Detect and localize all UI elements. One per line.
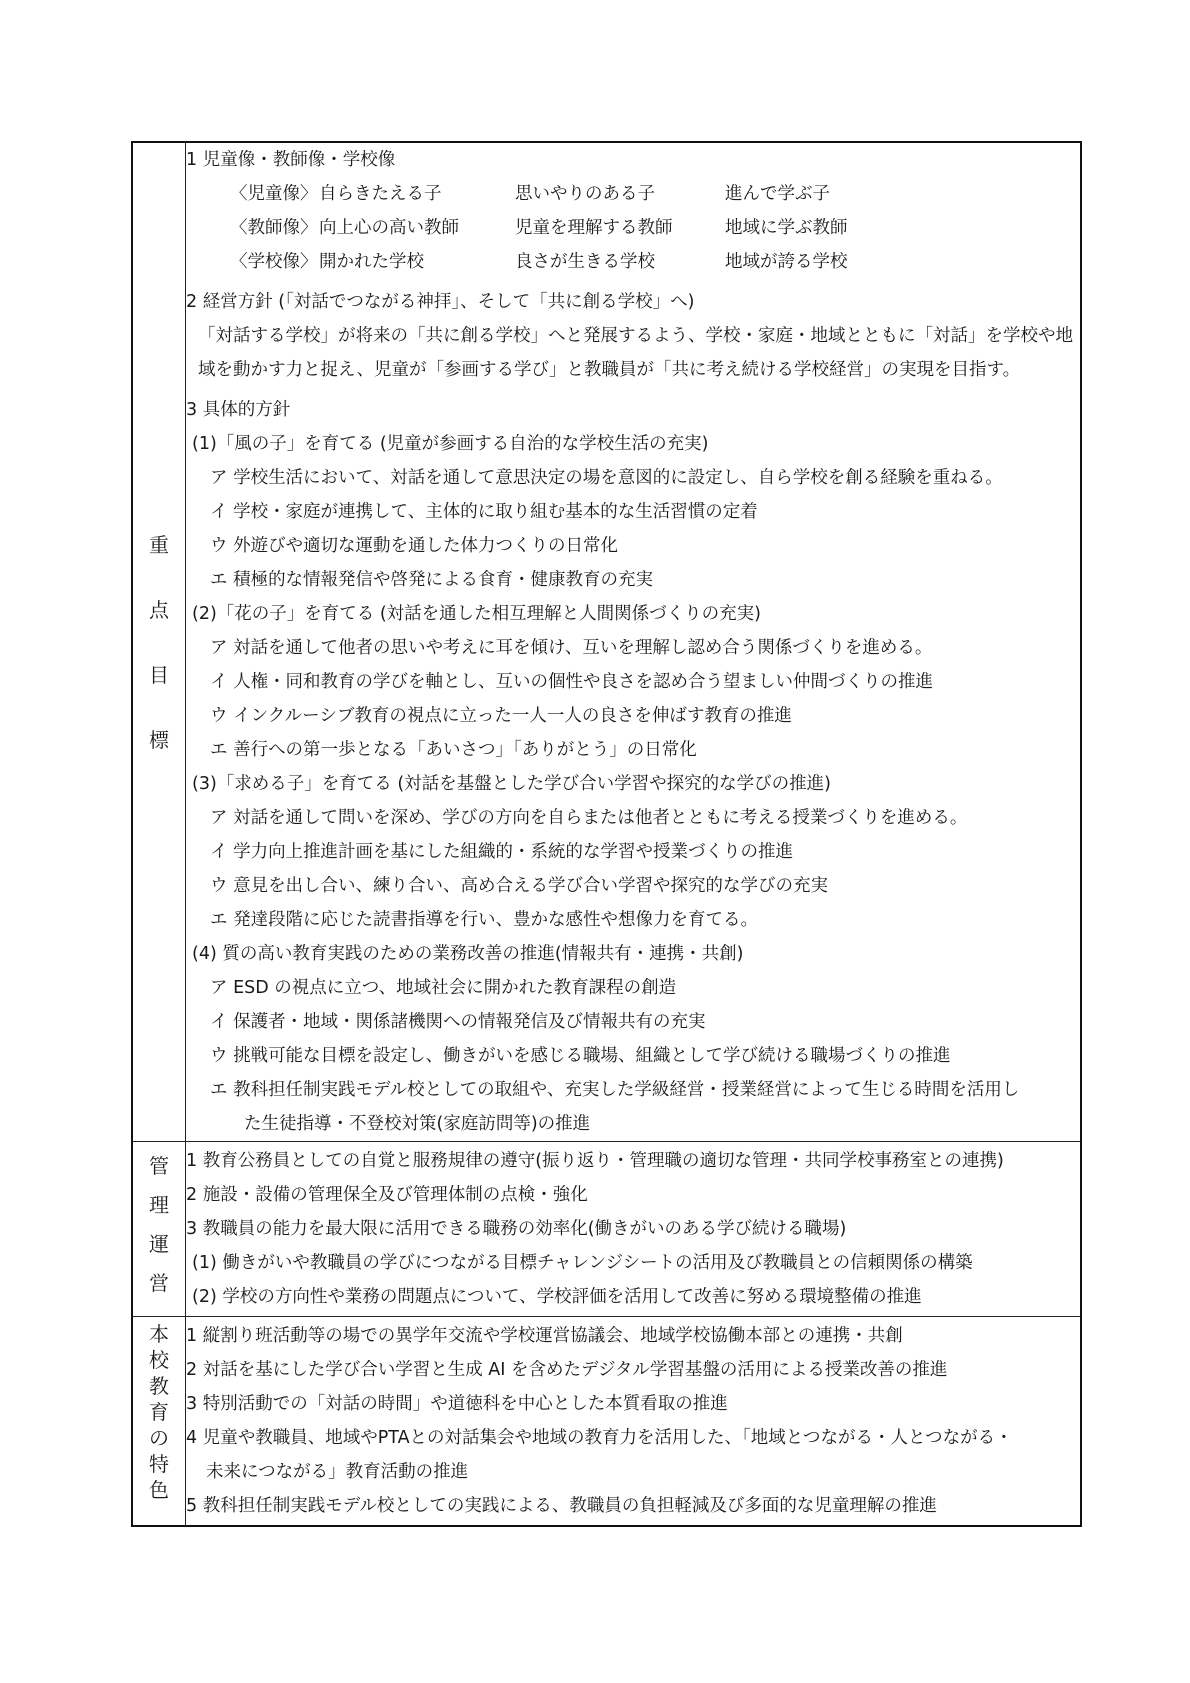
heading-3: 3 具体的方針 [186,400,291,420]
image-row [186,245,1080,279]
list-item: ウ インクルーシブ教育の視点に立った一人一人の良さを伸ばす教育の推進 [210,706,792,726]
sub-item: (1) 働きがいや教職員の学びにつながる目標チャレンジシートの活用及び教職員との信頼関係の構築 [192,1253,973,1273]
label-char: 運 [149,1232,169,1256]
list-item: エ 教科担任制実践モデル校としての取組や、充実した学級経営・授業経営によって生じる時間を活用し [210,1080,1020,1100]
list-item-continuation: た生徒指導・不登校対策(家庭訪問等)の推進 [244,1114,591,1134]
row-value: 地域が誇る学校 [725,252,848,272]
row-label: 〈教師像〉 [230,218,318,238]
policy-body: 「対話する学校」が将来の「共に創る学校」へと発展するよう、学校・家庭・地域とともに「対話」を学校や地 [198,326,1073,346]
policy-body: 域を動かす力と捉え、児童が「参画する学び」と教職員が「共に考え続ける学校経営」の実現を目指す。 [198,360,1021,380]
section-content-kanri [186,1142,1082,1317]
section-kanri [132,1142,1081,1317]
section-juten [132,142,1081,1142]
list-item: エ 発達段階に応じた読書指導を行い、豊かな感性や想像力を育てる。 [210,910,759,930]
label-char: 理 [149,1193,169,1217]
row-value: 開かれた学校 [319,252,424,272]
list-item: 1 縦割り班活動等の場での異学年交流や学校運営協議会、地域学校協働本部との連携・共創 [186,1326,903,1346]
row-value: 良さが生きる学校 [515,252,655,272]
list-item: 1 教育公務員としての自覚と服務規律の遵守(振り返り・管理職の適切な管理・共同学校事務室との連携) [186,1151,1004,1171]
list-item: イ 学校・家庭が連携して、主体的に取り組む基本的な生活習慣の定着 [210,502,758,522]
image-row [186,211,1080,245]
list-item: エ 積極的な情報発信や啓発による食育・健康教育の充実 [210,570,654,590]
section-label-tokushoku [132,1317,186,1527]
group-title: (1)「風の子」を育てる (児童が参画する自治的な学校生活の充実) [192,434,709,454]
list-item: 4 児童や教職員、地域やPTAとの対話集会や地域の教育力を活用した、「地域とつながる・人とつながる・ [186,1428,1013,1448]
label-char: 色 [149,1478,169,1502]
image-row [186,177,1080,211]
label-char: 本 [149,1322,169,1346]
label-char: 営 [149,1271,169,1295]
list-item: イ 保護者・地域・関係諸機関への情報発信及び情報共有の充実 [210,1012,706,1032]
row-value: 思いやりのある子 [515,184,655,204]
row-value: 地域に学ぶ教師 [725,218,848,238]
row-value: 向上心の高い教師 [319,218,459,238]
section-label-kanri [132,1142,186,1317]
label-char: 管 [149,1154,169,1178]
list-item: 2 対話を基にした学び合い学習と生成 AI を含めたデジタル学習基盤の活用による授業改善の推進 [186,1360,948,1380]
sub-item: (2) 学校の方向性や業務の問題点について、学校評価を活用して改善に努める環境整備の推進 [192,1287,922,1307]
heading-2: 2 経営方針 (「対話でつながる神拝」、そして「共に創る学校」へ) [186,292,695,312]
list-item: ウ 外遊びや適切な運動を通した体力つくりの日常化 [210,536,619,556]
list-item: ウ 意見を出し合い、練り合い、高め合える学び合い学習や探究的な学びの充実 [210,876,829,896]
list-item: ウ 挑戦可能な目標を設定し、働きがいを感じる職場、組織として学び続ける職場づくりの推進 [210,1046,951,1066]
section-label-juten [132,142,186,1142]
label-char: 標 [149,728,169,752]
list-item: エ 善行への第一歩となる「あいさつ」「ありがとう」の日常化 [210,740,697,760]
group-title: (3)「求める子」を育てる (対話を基盤とした学び合い学習や探究的な学びの推進) [192,774,832,794]
policy-table [131,141,1082,1527]
label-char: 重 [149,533,169,557]
row-value: 児童を理解する教師 [515,218,673,238]
list-item: イ 学力向上推進計画を基にした組織的・系統的な学習や授業づくりの推進 [210,842,794,862]
label-char: 目 [149,663,169,687]
label-char: 校 [149,1348,169,1372]
section-tokushoku [132,1317,1081,1527]
label-char: の [149,1426,169,1450]
label-char: 教 [149,1374,169,1398]
row-value: 進んで学ぶ子 [725,184,830,204]
list-item: 3 教職員の能力を最大限に活用できる職務の効率化(働きがいのある学び続ける職場) [186,1219,847,1239]
list-item: 3 特別活動での「対話の時間」や道徳科を中心とした本質看取の推進 [186,1394,728,1414]
label-char: 特 [149,1452,169,1476]
row-value: 自らきたえる子 [319,184,442,204]
list-item: ア 対話を通して問いを深め、学びの方向を自らまたは他者とともに考える授業づくりを進める。 [210,808,968,828]
section-content-tokushoku [186,1317,1082,1527]
section-content-juten [186,142,1082,1142]
list-item: ア ESD の視点に立つ、地域社会に開かれた教育課程の創造 [210,978,677,998]
label-char: 点 [149,598,169,622]
list-item: イ 人権・同和教育の学びを軸とし、互いの個性や良さを認め合う望ましい仲間づくりの推進 [210,672,934,692]
list-item: ア 対話を通して他者の思いや考えに耳を傾け、互いを理解し認め合う関係づくりを進める。 [210,638,933,658]
row-label: 〈学校像〉 [230,252,318,272]
list-item: ア 学校生活において、対話を通して意思決定の場を意図的に設定し、自ら学校を創る経験を重ねる。 [210,468,1003,488]
heading-1: 1 児童像・教師像・学校像 [186,150,396,170]
list-item: 5 教科担任制実践モデル校としての実践による、教職員の負担軽減及び多面的な児童理解の推進 [186,1496,937,1516]
list-item-continuation: 未来につながる」教育活動の推進 [206,1462,469,1482]
group-title: (2)「花の子」を育てる (対話を通した相互理解と人間関係づくりの充実) [192,604,762,624]
row-label: 〈児童像〉 [230,184,318,204]
list-item: 2 施設・設備の管理保全及び管理体制の点検・強化 [186,1185,588,1205]
label-char: 育 [149,1400,169,1424]
group-title: (4) 質の高い教育実践のための業務改善の推進(情報共有・連携・共創) [192,944,744,964]
